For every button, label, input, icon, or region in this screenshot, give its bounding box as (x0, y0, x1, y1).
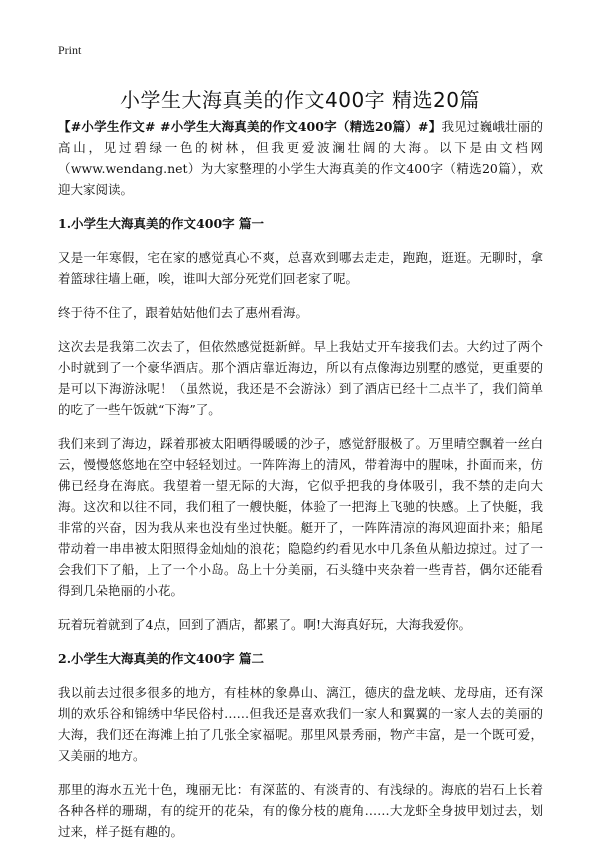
section-paragraph: 这次去是我第二次去了，但依然感觉挺新鲜。早上我姑丈开车接我们去。大约过了两个小时就到了一个豪华酒店。那个酒店靠近海边，所以有点像海边别墅的感觉，更重要的是可以下海游泳呢！（虽然说，我还是不会游泳）到了酒店已经十二点半了，我们简单的吃了一些午饭就“下海”了。 (58, 339, 543, 417)
intro-tag: 【#小学生作文# #小学生大海真美的作文400字（精选20篇）#】 (58, 119, 442, 134)
section-heading: 2.小学生大海真美的作文400字 篇二 (58, 651, 264, 666)
section-paragraph: 我们来到了海边，踩着那被太阳晒得暖暖的沙子，感觉舒服极了。万里晴空飘着一丝白云，慢慢悠悠地在空中轻轻划过。一阵阵海上的清风，带着海中的腥味，扑面而来，仿佛已经身在海底。我望着一望无际的大海，它似乎把我的身体吸引，我不禁的走向大海。这次和以往不同，我们租了一艘快艇，体验了一把海上飞驰的快感。上了快艇，我非常的兴奋，因为我从来也没有坐过快艇。艇开了，一阵阵清凉的海风迎面扑来；船尾带动着一串串被太阳照得金灿灿的浪花；隐隐约约看见水中几条鱼从船边掠过。过了一会我们下了船，上了一个小岛。岛上十分美丽，石头缝中夹杂着一些青苔，偶尔还能看得到几朵艳丽的小花。 (58, 436, 543, 598)
article-body (58, 116, 543, 855)
section-paragraph: 又是一年寒假，宅在家的感觉真心不爽，总喜欢到哪去走走，跑跑，逛逛。无聊时，拿着篮球往墙上砸，唉，谁叫大部分死党们回老家了呢。 (58, 250, 543, 286)
page-title: 小学生大海真美的作文400字 精选20篇 (120, 88, 480, 112)
section-paragraph: 终于待不住了，跟着姑姑他们去了惠州看海。 (58, 305, 309, 320)
section-paragraph: 我以前去过很多很多的地方，有桂林的象鼻山、漓江，德庆的盘龙峡、龙母庙，还有深圳的欢乐谷和锦绣中华民俗村……但我还是喜欢我们一家人和翼翼的一家人去的美丽的大海，我们还在海滩上拍了几张全家福呢。那里风景秀丽，物产丰富，是一个既可爱，又美丽的地方。 (58, 685, 543, 763)
print-link[interactable]: Print (58, 43, 82, 57)
section-paragraph: 玩着玩着就到了4点，回到了酒店，都累了。啊!大海真好玩，大海我爱你。 (58, 617, 471, 632)
section-paragraph: 那里的海水五光十色，瑰丽无比：有深蓝的、有淡青的、有浅绿的。海底的岩石上长着各种各样的珊瑚，有的绽开的花朵，有的像分枝的鹿角……大龙虾全身披甲划过去，划过来，样子挺有趣的。 (58, 782, 543, 839)
section-heading: 1.小学生大海真美的作文400字 篇一 (58, 216, 264, 231)
intro-paragraph (58, 116, 543, 200)
intro-text: 我见过巍峨壮丽的高山，见过碧绿一色的树林，但我更爱波澜壮阔的大海。以下是由文档网（www.wendang.net）为大家整理的小学生大海真美的作文400字（精选20篇），欢迎大家阅读。 (58, 119, 543, 197)
